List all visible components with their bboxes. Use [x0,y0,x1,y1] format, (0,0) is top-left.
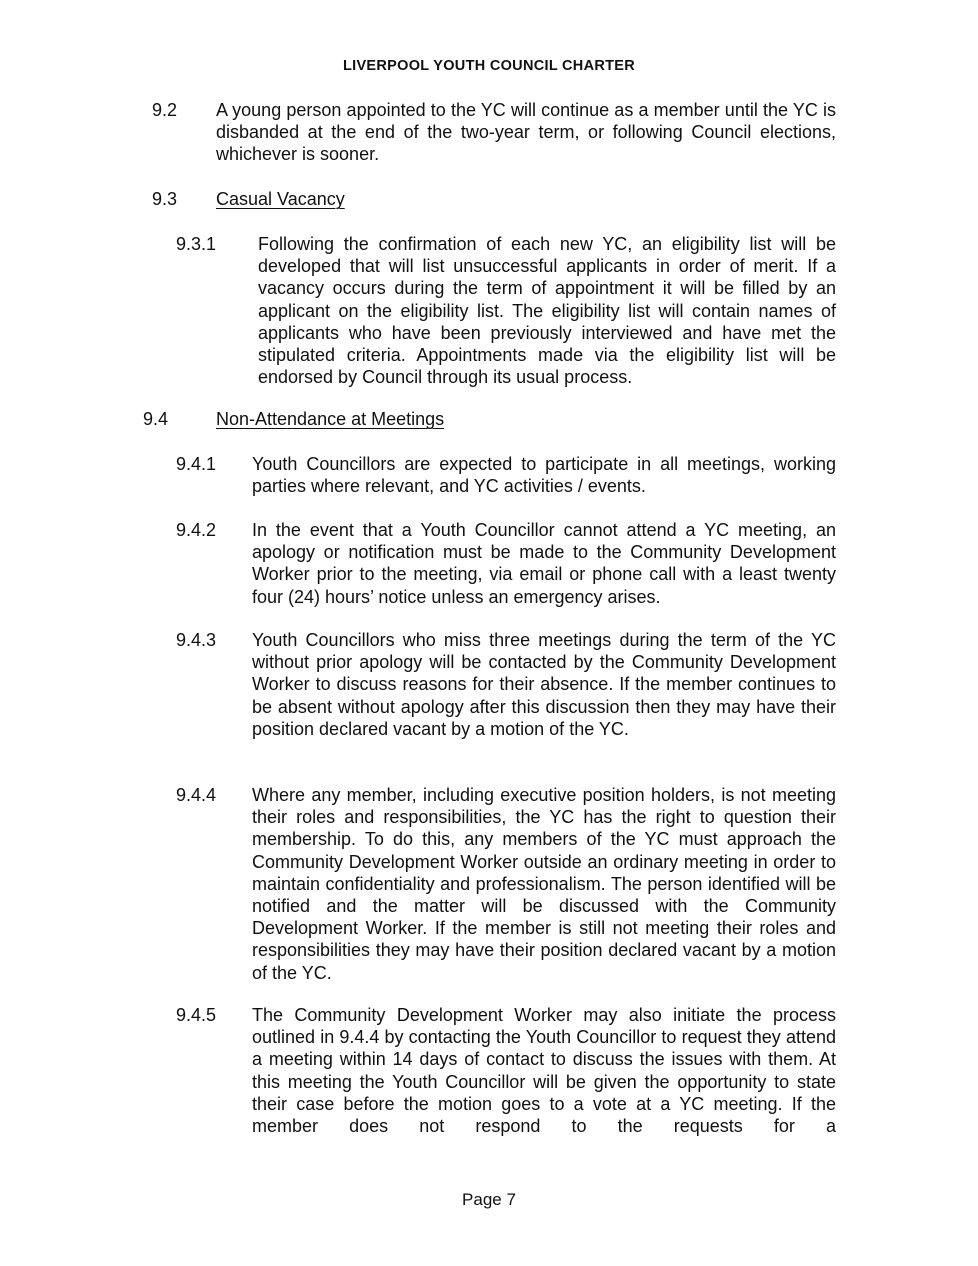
clause-number: 9.2 [152,100,178,120]
clause-text: Where any member, including executive position holders, is not meeting their roles and responsibilities, the YC has the right to question their membership. To do this, any members of the YC must approach the Community Development Worker outside an ordinary meeting in order to maintain confidentiality and professionalism. The person identified will be notified and the matter will be discussed with the Community Development Worker. If the member is still not meeting their roles and responsibilities they may have their position declared vacant by a motion of the YC. [252,785,836,983]
section-number: 9.4 [143,409,169,429]
clause-number: 9.4.3 [176,630,217,650]
clause-text: Youth Councillors who miss three meetings during the term of the YC without prior apology will be contacted by the Community Development Worker to discuss reasons for their absence. If the member continues to be absent without apology after this discussion then they may have their position declared vacant by a motion of the YC. [252,630,836,739]
clause-text: A young person appointed to the YC will continue as a member until the YC is disbanded at the end of the two-year term, or following Council elections, whichever is sooner. [216,100,836,165]
section-heading: Non-Attendance at Meetings [216,409,445,429]
page-number: Page 7 [462,1190,516,1209]
clause-text: The Community Development Worker may also initiate the process outlined in 9.4.4 by contacting the Youth Councillor to request they attend a meeting within 14 days of contact to discuss the issues with them. At this meeting the Youth Councillor will be given the opportunity to state their case before the motion goes to a vote at a YC meeting. If the member does not respond to the requests for a [252,1005,836,1137]
clause-number: 9.4.1 [176,454,217,474]
clause-number: 9.4.4 [176,785,217,805]
clause-text: Following the confirmation of each new YC, an eligibility list will be developed that will list unsuccessful applicants in order of merit. If a vacancy occurs during the term of appointment it will be filled by an applicant on the eligibility list. The eligibility list will contain names of applicants who have been previously interviewed and have met the stipulated criteria. Appointments made via the eligibility list will be endorsed by Council through its usual process. [258,234,836,388]
clause-number: 9.4.5 [176,1005,217,1025]
clause-number: 9.4.2 [176,520,217,540]
section-number: 9.3 [152,189,178,209]
clause-text: In the event that a Youth Councillor cannot attend a YC meeting, an apology or notification must be made to the Community Development Worker prior to the meeting, via email or phone call with a least twenty four (24) hours’ notice unless an emergency arises. [252,520,836,607]
clause-text: Youth Councillors are expected to participate in all meetings, working parties where relevant, and YC activities / events. [252,454,836,497]
document-header: LIVERPOOL YOUTH COUNCIL CHARTER [342,58,636,74]
section-heading: Casual Vacancy [216,189,345,209]
clause-number: 9.3.1 [176,234,217,254]
